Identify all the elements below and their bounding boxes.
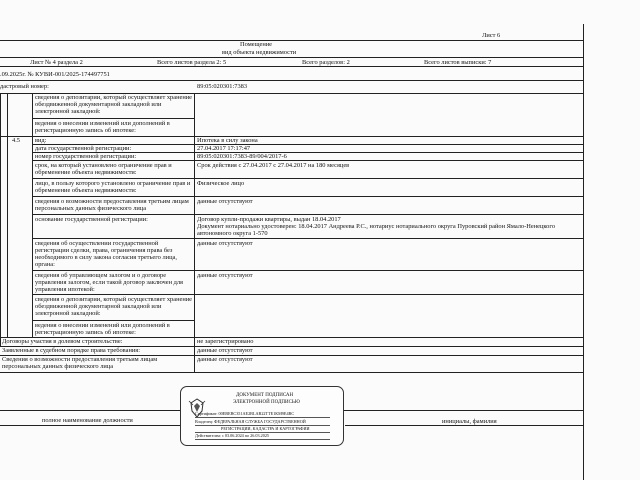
name-caption: инициалы, фамилия	[442, 418, 497, 425]
court-claims-label: Заявленные в судебном порядке права требования:	[2, 347, 141, 354]
table-border	[194, 93, 195, 364]
court-claims-value: данные отсутствуют	[197, 347, 253, 354]
depositary-label: сведения о депозитарии, который осуществляет хранение обездвиженной документарной закладной или электронной закладной:	[35, 94, 193, 115]
row-divider	[32, 178, 583, 179]
reg-basis-value: Договор купли-продажи квартиры, выдан 18.04.2017	[197, 216, 341, 223]
row-divider	[32, 118, 194, 119]
stamp-line	[195, 432, 330, 433]
beneficiary-value: Физическое лицо	[197, 180, 245, 187]
stamp-validity: Действителен: с 03.06.2024 по 26.03.2025	[195, 433, 270, 438]
table-border	[583, 24, 584, 480]
row-divider	[0, 136, 583, 137]
sheet-of-section: Лист № 4 раздела 2	[30, 59, 83, 66]
stamp-certificate: Сертификат: 00ЕВЕВС351АЕ2BLAВ22ТТЕ1КМ9Е4ВС	[195, 411, 295, 416]
depositary-label-2: сведения о депозитарии, который осуществляет хранение обездвиженной документарной закладной или электронной закладной:	[35, 296, 193, 317]
sheet-number: Лист 6	[482, 32, 501, 39]
type-value: Ипотека в силу закона	[197, 137, 258, 144]
row-divider	[32, 214, 583, 215]
row-divider	[32, 160, 583, 161]
total-sheets-extract: Всего листов выписки: 7	[424, 59, 492, 66]
shared-construction-value: не зарегистрировано	[197, 338, 254, 345]
reg-number-label: номер государственной регистрации:	[35, 153, 137, 160]
total-sheets-section: Всего листов раздела 2: 5	[157, 59, 227, 66]
stamp-subtitle: ЭЛЕКТРОННОЙ ПОДПИСЬЮ	[233, 400, 300, 405]
row-divider	[32, 320, 194, 321]
third-party-data-value: данные отсутствуют	[197, 198, 253, 205]
table-border	[7, 93, 8, 337]
section-number: 4.5	[12, 137, 20, 144]
stamp-line	[195, 425, 330, 426]
pledge-manager-value: данные отсутствуют	[197, 272, 253, 279]
object-type-label: вид объекта недвижимости	[222, 49, 297, 56]
personal-data-label: Сведения о возможности предоставления третьим лицам персональных данных физического лица	[2, 356, 158, 370]
type-label: вид:	[35, 137, 47, 144]
beneficiary-label: лицо, в пользу которого установлено ограничение прав и обременение объекта недвижимости:	[35, 180, 191, 194]
stamp-title: ДОКУМЕНТ ПОДПИСАН	[236, 393, 294, 398]
stamp-line	[195, 417, 330, 418]
consent-value: данные отсутствуют	[197, 240, 253, 247]
row-divider	[32, 238, 583, 239]
position-caption: полное наименование должности	[42, 417, 133, 424]
row-divider	[32, 270, 583, 271]
cadastral-number-value: 89:05:020301:7383	[197, 83, 248, 90]
consent-label: сведения об осуществлении государственной регистрации сделки, права, ограничения права без необходимого в силу закона согласия третьего лица, органа:	[35, 240, 177, 268]
term-label: срок, на который установлено ограничение прав и обременение объекта недвижимости:	[35, 162, 172, 176]
divider	[0, 57, 583, 58]
table-border	[0, 93, 1, 346]
stamp-line	[195, 439, 330, 440]
cadastral-number-label: дастровый номер:	[0, 83, 49, 90]
changes-label: ведения о внесении изменений или дополнений в регистрационную запись об ипотеке:	[35, 120, 170, 134]
reg-basis-label: основание государственной регистрации:	[35, 216, 148, 223]
shared-construction-label: Договоры участия в долевом строительстве:	[2, 338, 123, 345]
table-border	[32, 93, 33, 337]
stamp-owner-line2: РЕГИСТРАЦИИ, КАДАСТРА И КАРТОГРАФИИ	[221, 426, 310, 431]
divider	[0, 66, 583, 67]
e-signature-stamp	[180, 386, 344, 446]
row-divider	[0, 372, 583, 373]
row-divider	[32, 196, 583, 197]
stamp-owner: Владелец: ФЕДЕРАЛЬНАЯ СЛУЖБА ГОСУДАРСТВЕННОЙ	[195, 419, 306, 424]
changes-label-2: ведения о внесении изменений или дополнений в регистрационную запись об ипотеке:	[35, 322, 170, 336]
reg-basis-notary: Документ нотариально удостоверен: 18.04.2017 Андреева Р.С., нотариус нотариального округа Пуровский район Ямало-Ненецкого автономного округа 1-570	[197, 223, 556, 237]
total-sections: Всего разделов: 2	[302, 59, 350, 66]
third-party-data-label: сведения о возможности предоставления третьим лицам персональных данных физического лица	[35, 198, 189, 212]
term-value: Срок действия с 27.04.2017 с 27.04.2017 на 180 месяцев	[197, 162, 350, 169]
reg-date-value: 27.04.2017 17:17:47	[197, 145, 251, 152]
extract-date-number: .09.2025г. № КУВИ-001/2025-174497751	[0, 71, 110, 78]
pledge-manager-label: сведения об управляющем залогом и о договоре управления залогом, если такой договор заключен для управления ипотекой:	[35, 272, 183, 293]
object-title: Помещение	[240, 41, 273, 48]
row-divider	[32, 294, 583, 295]
reg-date-label: дата государственной регистрации:	[35, 145, 132, 152]
signature-line	[345, 425, 583, 426]
signature-line	[0, 425, 180, 426]
table-border	[194, 337, 195, 372]
personal-data-value: данные отсутствуют	[197, 356, 253, 363]
divider	[0, 80, 583, 81]
reg-number-value: 89:05:020301:7383-89/004/2017-6	[197, 153, 287, 160]
divider	[0, 40, 583, 41]
